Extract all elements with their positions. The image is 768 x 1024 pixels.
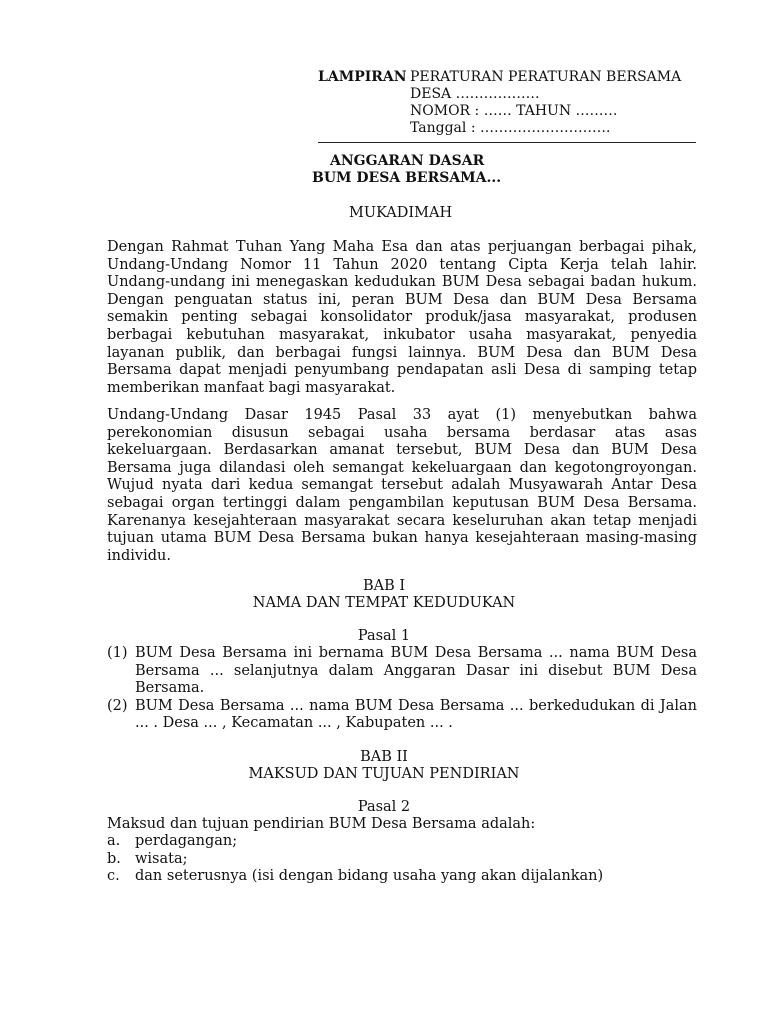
bab-1-title: NAMA DAN TEMPAT KEDUDUKAN: [252, 595, 516, 611]
doc-title-line-1: ANGGARAN DASAR: [330, 153, 485, 169]
list-item: [107, 645, 697, 698]
list-item: [107, 851, 697, 869]
pasal-1-heading: Pasal 1: [357, 628, 411, 644]
pasal-2-intro: Maksud dan tujuan pendirian BUM Desa Bersama adalah:: [107, 816, 536, 832]
list-item-marker: c.: [107, 868, 120, 885]
header-line-1: PERATURAN PERATURAN BERSAMA: [410, 69, 682, 85]
list-item-text: dan seterusnya (isi dengan bidang usaha yang akan dijalankan): [135, 868, 604, 885]
list-item-text: BUM Desa Bersama ini bernama BUM Desa Bersama ... nama BUM Desa Bersama ... selanjutnya dalam Anggaran Dasar ini disebut BUM Desa Bersama.: [135, 645, 697, 697]
list-item-marker: a.: [107, 833, 121, 849]
bab-2-title: MAKSUD DAN TUJUAN PENDIRIAN: [248, 766, 520, 782]
list-item-marker: b.: [107, 850, 121, 867]
header-divider: [318, 142, 696, 143]
header-line-2: DESA ………………: [410, 86, 540, 102]
mukadimah-paragraph-2: Undang-Undang Dasar 1945 Pasal 33 ayat (1) menyebutkan bahwa perekonomian disusun sebagai usaha bersama berdasar atas asas kekeluargaan. Berdasarkan amanat tersebut, BUM Desa dan BUM Desa Bersama juga dilandasi oleh semangat kekeluargaan dan kegotongroyongan. Wujud nyata dari kedua semangat tersebut adalah Musyawarah Antar Desa sebagai organ tertinggi dalam pengambilan keputusan BUM Desa Bersama. Karenanya kesejahteraan masyarakat secara keseluruhan akan tetap menjadi tujuan utama BUM Desa Bersama bukan hanya kesejahteraan masing-masing individu.: [107, 407, 697, 564]
list-item-text: BUM Desa Bersama ... nama BUM Desa Bersama ... berkedudukan di Jalan ... . Desa ... , Kecamatan ... , Kabupaten ... .: [135, 697, 697, 732]
header-line-4: Tanggal : ……………………….: [410, 120, 611, 136]
list-item-marker: (1): [107, 645, 128, 661]
lampiran-label: LAMPIRAN: [318, 69, 407, 85]
list-item-text: perdagangan;: [135, 833, 238, 849]
mukadimah-heading: MUKADIMAH: [349, 205, 453, 221]
bab-2-label: BAB II: [360, 749, 408, 765]
list-item-text: wisata;: [135, 850, 188, 867]
list-item-marker: (2): [107, 697, 128, 714]
pasal-2-heading: Pasal 2: [357, 799, 411, 815]
list-item: [107, 868, 697, 886]
header-line-3: NOMOR : …… TAHUN ………: [410, 103, 618, 119]
mukadimah-paragraph-1: Dengan Rahmat Tuhan Yang Maha Esa dan atas perjuangan berbagai pihak, Undang-Undang Nomor 11 Tahun 2020 tentang Cipta Kerja telah lahir. Undang-undang ini menegaskan kedudukan BUM Desa sebagai badan hukum. Dengan penguatan status ini, peran BUM Desa dan BUM Desa Bersama semakin penting sebagai konsolidator produk/jasa masyarakat, produsen berbagai kebutuhan masyarakat, inkubator usaha masyarakat, penyedia layanan publik, dan berbagai fungsi lainnya. BUM Desa dan BUM Desa Bersama dapat menjadi penyumbang pendapatan asli Desa di samping tetap memberikan manfaat bagi masyarakat.: [107, 239, 697, 396]
pasal-1-list: [107, 645, 697, 733]
doc-title-line-2: BUM DESA BERSAMA...: [312, 170, 502, 186]
list-item: [107, 833, 697, 851]
bab-1-label: BAB I: [362, 578, 406, 594]
pasal-2-list: [107, 833, 697, 886]
list-item: [107, 698, 697, 733]
